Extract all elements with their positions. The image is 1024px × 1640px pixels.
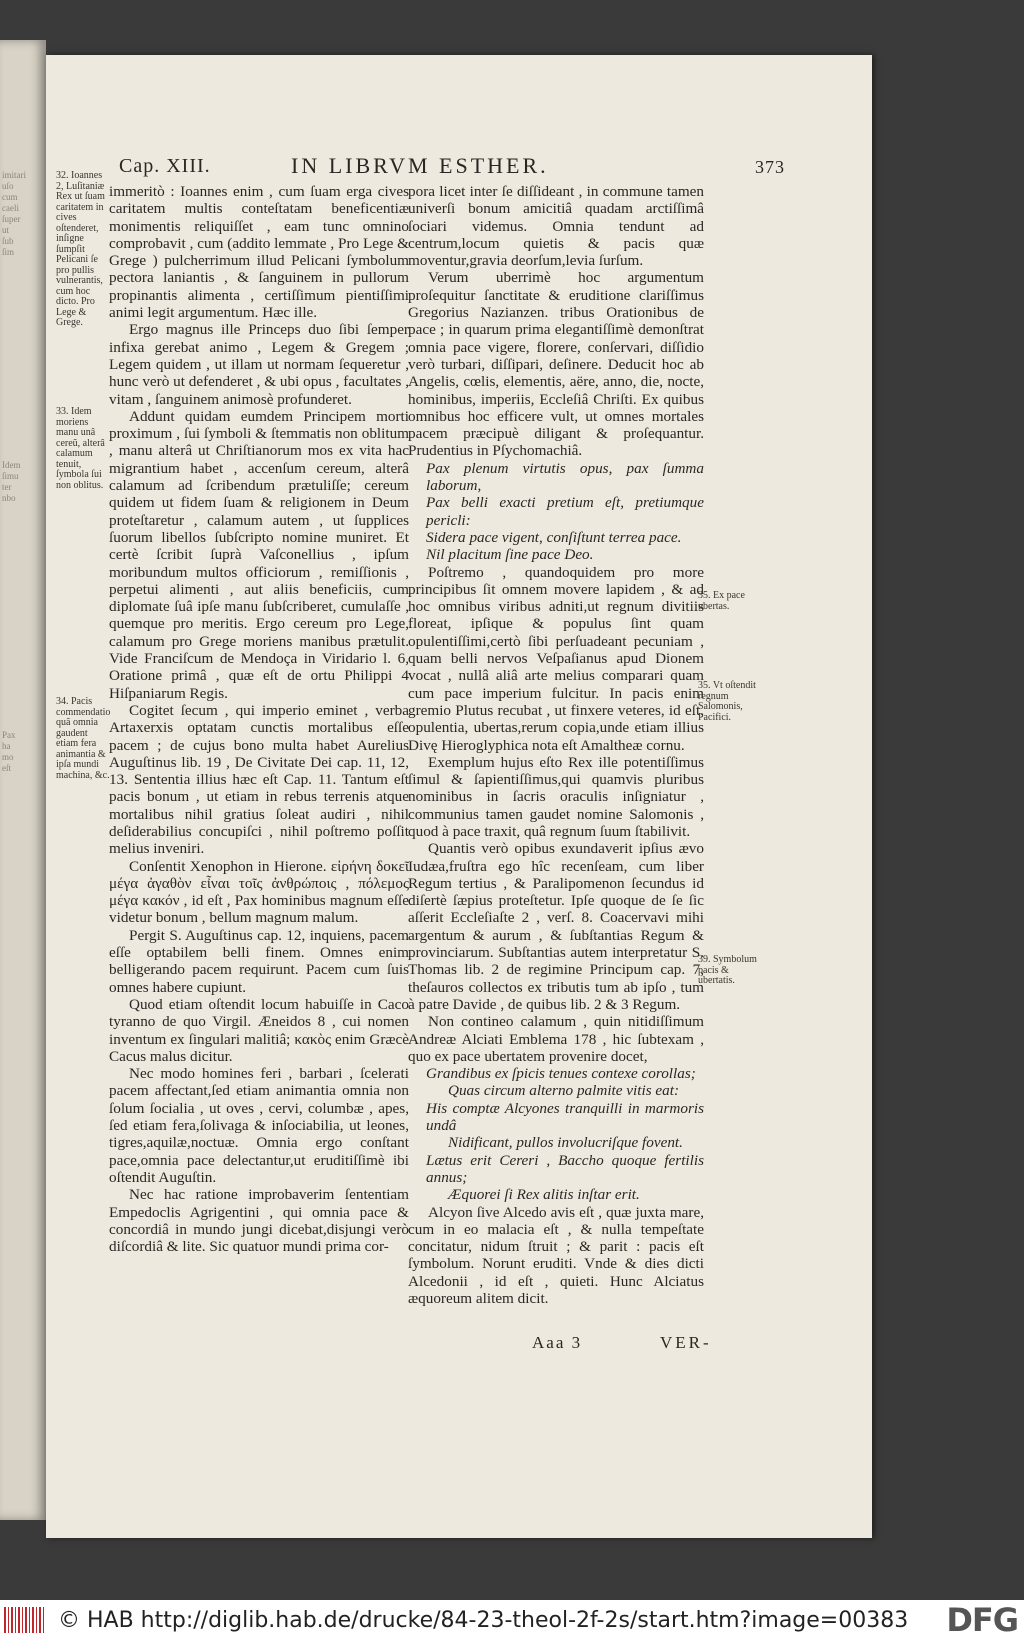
chapter-heading: Cap. XIII. xyxy=(119,155,211,177)
paragraph: Addunt quidam eumdem Principem morti proximum , ſui ſymboli & ſtemmatis non oblitum , manu alterâ ut Chriſtianorum mos ex vita hac migrantium habet , accenſum cereum, alterâ calamum ad ſcribendum prætuliſſe; cereum quidem ut fidem ſuam & religionem in Deum proteſtaretur , calamum autem , ut ſupplices ſuorum libellos ſubſcripto nomine muniret. Et certè ſcribit ſuprà Vaſconellius , ipſum moribundum multos officiorum , remiſſionis , perpetui alimenti , aut aliis beneficiis, cum diplomate ſuâ ipſe manu ſubſcriberet, cumulaſſe , quemque pro meritis. Ergo cereum pro Lege, calamum pro Grege moriens manibus prætulit. Vide Franciſcum de Mendoça in Viridario l. 6, Oratione primâ , quæ eſt de ortu Philippi 4 Hiſpaniarum Regis. xyxy=(109,407,409,702)
hab-logo xyxy=(4,1607,44,1633)
verse-line: Grandibus ex ſpicis tenues contexe corollas; xyxy=(426,1065,696,1083)
verse-line: Sidera pace vigent, conſiſtunt terrea pace. xyxy=(426,528,682,546)
paragraph: Exemplum hujus eſto Rex ille potentiſſimus ſimul & ſapientiſſimus,qui quamvis pluribus nominibus in ſacris oraculis inſigniatur , communius tamen gaudet nomine Salomonis , quod à pace traxit, quâ regnum ſuum ſtabilivit. xyxy=(408,753,704,840)
margin-note-32: 32. Ioannes 2, Luſitaniæ Rex ut ſuam caritatem in cives oſtenderet, inſigne ſumpſit Pelicani ſe pro pullis vulnerantis, cum hoc dicto. Pro Lege & Grege. xyxy=(56,170,105,328)
margin-note-35a: 35. Ex pace ubertas. xyxy=(698,590,745,612)
paragraph: Conſentit Xenophon in Hierone. εἰρήνη δοκεῖ μέγα ἀγαθὸν εἶναι τοῖς ἀνθρώποις , πόλεμος μέγα κακόν , id eſt , Pax hominibus magnum eſſe videtur bonum , bellum magnum malum. xyxy=(109,857,409,927)
paragraph: Nec modo homines feri , barbari , ſcelerati pacem affectant,ſed etiam animantia omnia non ſolum ſocialia , ut oves , cervi, columbæ , apes, ſed etiam fera,ſolivaga & inſociabilia, ut leones, tigres,aquilæ,noctuæ. Omnia ergo conſtant pace,omnia pace delectantur,ut eruditiſſimè ibi oſtendit Auguſtin. xyxy=(109,1065,409,1186)
paragraph: Verum uberrimè hoc argumentum proſequitur ſanctitate & eruditione clariſſimus Gregorius Nazianzen. tribus Orationibus de pace ; in quarum prima elegantiſſimè demonſtrat omnia pace vigere, florere, conſervari, diſſidio verò turbari, diſſipari, deſinere. Deducit hoc ab Angelis, cœlis, elementis, aëre, anno, die, nocte, hominibus, imperiis, Eccleſiâ Chriſti. Ex quibus omnibus hoc efficere vult, ut omnes mortales pacem præcipuè diligant & proſequantur. Prudentius in Pſychomachiâ. xyxy=(408,269,704,460)
catchword: VER- xyxy=(660,1333,712,1352)
book-title: IN LIBRVM ESTHER. xyxy=(291,153,549,178)
verse-line: Nidificant, pullos involucriſque fovent. xyxy=(448,1134,683,1152)
verse-line: Nil placitum ſine pace Deo. xyxy=(426,546,594,564)
verse-line: Pax belli exacti pretium eſt, pretiumque pericli: xyxy=(426,494,704,529)
copyright-link[interactable]: © HAB http://diglib.hab.de/drucke/84-23-theol-2f-2s/start.htm?image=00383 xyxy=(58,1607,909,1633)
left-text-column xyxy=(109,183,409,1255)
paragraph: Poſtremo , quandoquidem pro more principibus ſit omnem movere lapidem , & ad hoc omnibus viribus adniti,ut regnum divitiis floreat, ipſique & populus ſint quam opulentiſſimi,certò ſibi perſuadeant pecuniam , quam belli nervos Veſpaſianus apud Dionem vocat , nullâ aliâ arte melius comparari quam cum pace imperium fulcitur. In pacis enim gremio Plutus recubat , ut finxere veteres, id eſt, opulentia, ubertas,rerum copia,unde etiam illius Divę Hieroglyphica nota eſt Amaltheæ cornu. xyxy=(408,563,704,754)
margin-note-39: 39. Symbolum pacis & ubertatis. xyxy=(698,954,757,986)
signature-mark: Aaa 3 xyxy=(532,1333,583,1352)
margin-note-33: 33. Idem moriens manu unâ cereũ, alterâ calamum tenuit, ſymbola ſui non oblitus. xyxy=(56,406,105,491)
dfg-logo: DFG xyxy=(946,1601,1018,1639)
previous-page-edge: imitari uſo cum caeli ſuper ut ſub ſim Idem ſimu ter nbo Pax ha mo eſt xyxy=(0,40,46,1520)
library-credit-bar xyxy=(0,1600,1024,1640)
verse-line: Æquorei ſi Rex alitis inſtar erit. xyxy=(448,1186,640,1204)
paragraph: Ergo magnus ille Princeps duo ſibi ſemper infixa gerebat animo , Legem & Gregem ; Legem quidem , ut illam ut normam ſequeretur , hunc verò ut defenderet , & ubi opus , facultates , vitam , ſanguinem animosè profunderet. xyxy=(109,321,409,408)
right-text-column xyxy=(408,183,704,1307)
paragraph: immeritò : Ioannes enim , cum ſuam erga cives caritatem multis conteſtatam beneficentiæ monimentis reliquiſſet , eam tunc omnino comprobavit , cum (addito lemmate , Pro Lege & Grege ) pulcherrimum illud Pelicani ſymbolum pectora laniantis , & ſanguinem in pullorum propinantis alimenta , certiſſimum pientiſſimi animi legit argumentum. Hæc ille. xyxy=(109,183,409,322)
paragraph: Alcyon ſive Alcedo avis eſt , quæ juxta mare, cum in eo malacia eſt , & nulla tempeſtate concitatur, nidum ſtruit ; & parit : pacis eſt ſymbolum. Norunt eruditi. Vnde & dies dicti Alcedonii , id eſt , quieti. Hunc Alciatus æquoreum alitem dicit. xyxy=(408,1203,704,1307)
paragraph: Non contineo calamum , quin nitidiſſimum Andreæ Alciati Emblema 178 , hic ſubtexam , quo ex pace ubertatem provenire docet, xyxy=(408,1013,704,1065)
margin-note-35b: 35. Vt oſtendit regnum Salomonis, Pacifici. xyxy=(698,680,756,723)
paragraph: Quod etiam oſtendit locum habuiſſe in Caco tyranno de quo Virgil. Æneidos 8 , cui nomen inventum ex ſingulari malitiâ; κακὸς enim Græcè Cacus malus dicitur. xyxy=(109,995,409,1065)
paragraph: Quantis verò opibus exundaverit ipſius ævo Iudæa,fruſtra ego hîc recenſeam, cum liber Regum tertius , & Paralipomenon ſecundus id diſertè ſæpius proteſtetur. Ipſe quoque de ſe ſic aſſerit Eccleſiaſte 2 , verſ. 8. Coacervavi mihi argentum & aurum , & ſubſtantias Regum & provinciarum. Subſtantias autem interpretatur S. Thomas lib. 2 de regimine Principum cap. 7, theſauros collectos ex tributis tum ab ipſo , tum à patre Davide , de quibus lib. 2 & 3 Regum. xyxy=(408,840,704,1013)
paragraph: Cogitet ſecum , qui imperio eminet , verba Artaxerxis optatam cunctis mortalibus eſſe pacem ; de cujus bono multa habet Aurelius Auguſtinus lib. 19 , De Civitate Dei cap. 11, 12, 13. Sententia illius hæc eſt Cap. 11. Tantum eſt pacis bonum , ut etiam in rebus terrenis atque mortalibus nihil gratius ſoleat audiri , nihil deſiderabilius concupiſci , nihil poſtremo poſſit melius inveniri. xyxy=(109,701,409,858)
paragraph: Nec hac ratione improbaverim ſententiam Empedoclis Agrigentini , qui omnia pace & concordiâ in mundo jungi dicebat,disjungi verò diſcordiâ & lite. Sic quatuor mundi prima cor- xyxy=(109,1186,409,1256)
verse-line: Pax plenum virtutis opus, pax ſumma laborum, xyxy=(426,459,704,495)
verse-line: Lætus erit Cereri , Baccho quoque fertilis annus; xyxy=(426,1151,704,1186)
verse-line: Quas circum alterno palmite vitis eat: xyxy=(448,1082,680,1100)
paragraph: Pergit S. Auguſtinus cap. 12, inquiens, pacem eſſe optabilem belli finem. Omnes enim belligerando pacem requirunt. Pacem cum ſuis omnes habere cupiunt. xyxy=(109,926,409,996)
verse-line: His comptæ Alcyones tranquilli in marmoris undâ xyxy=(426,1099,704,1135)
margin-note-34: 34. Pacis commendatio quã omnia gaudent etiam fera animantia & ipſa mundi machina, &c. xyxy=(56,696,111,781)
paragraph: pora licet inter ſe diſſideant , in commune tamen univerſi bonum amicitiâ quadam arctiſſimâ ſociari videmus. Omnia tendunt ad centrum,locum quietis & pacis quæ moventur,gravia deorſum,levia ſurſum. xyxy=(408,183,704,270)
book-page xyxy=(46,55,872,1538)
page-number: 373 xyxy=(755,157,785,177)
